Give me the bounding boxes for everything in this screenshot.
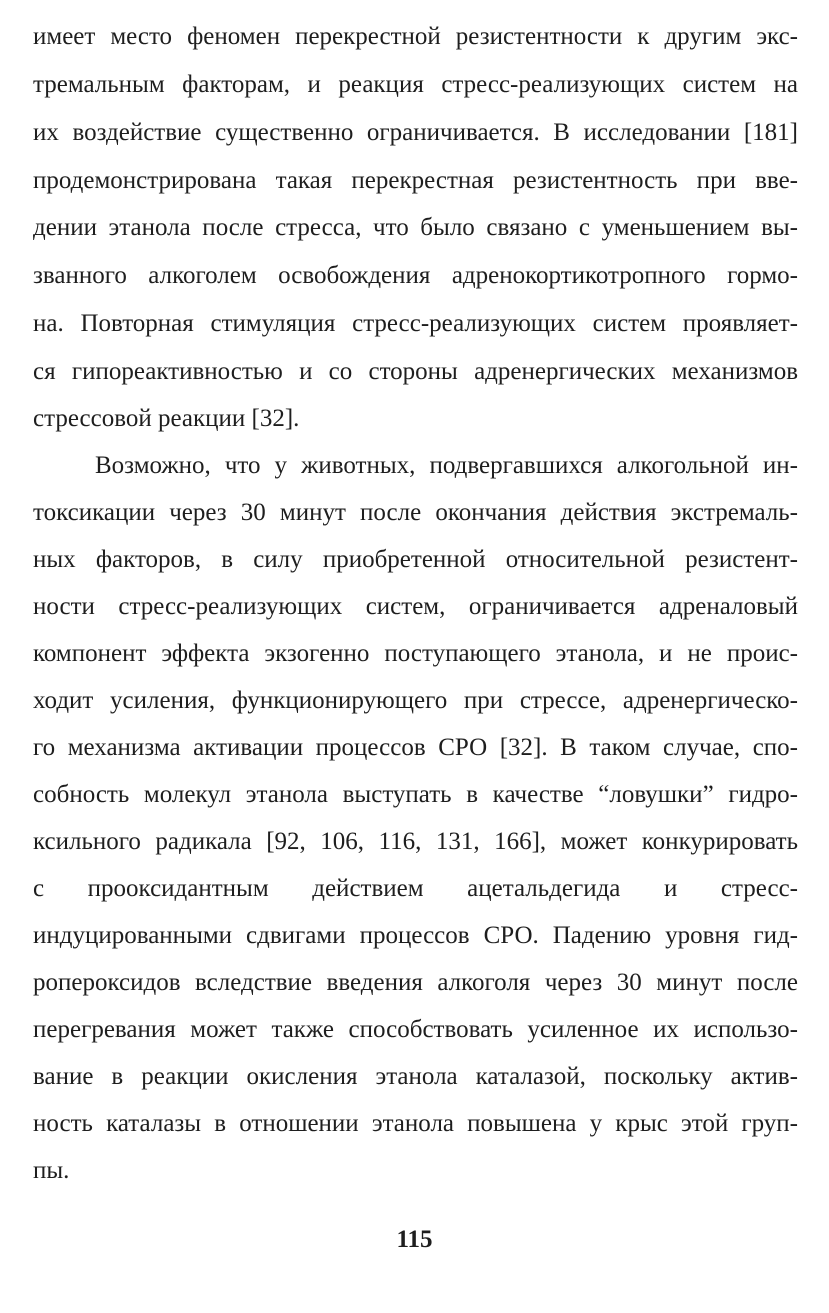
text-line: их воздействие существенно ограничивается. В исследовании [181] xyxy=(33,119,798,146)
text-line: с прооксидантным действием ацетальдегида и стресс- xyxy=(33,875,798,902)
text-line: ходит усиления, функционирующего при стрессе, адренергическо- xyxy=(33,687,798,714)
text-line: стрессовой реакции [32]. xyxy=(33,405,300,432)
text-line: ных факторов, в силу приобретенной относительной резистент- xyxy=(33,546,798,573)
paragraph-first-line: Возможно, что у животных, подвергавшихся алкогольной ин- xyxy=(95,452,798,479)
text-line: ность каталазы в отношении этанола повышена у крыс этой груп- xyxy=(33,1110,798,1137)
text-line: званного алкоголем освобождения адренокортикотропного гормо- xyxy=(33,262,798,289)
text-line: пы. xyxy=(33,1157,70,1184)
text-line: токсикации через 30 минут после окончания действия экстремаль- xyxy=(33,499,798,526)
text-line: собность молекул этанола выступать в качестве “ловушки” гидро- xyxy=(33,781,798,808)
text-line: компонент эффекта экзогенно поступающего этанола, и не проис- xyxy=(33,640,798,667)
text-line: перегревания может также способствовать усиленное их использо- xyxy=(33,1016,798,1043)
text-line: дении этанола после стресса, что было связано с уменьшением вы- xyxy=(33,214,798,241)
text-line: продемонстрирована такая перекрестная резистентность при вве- xyxy=(33,167,798,194)
text-line: индуцированными сдвигами процессов СРО. Падению уровня гид- xyxy=(33,922,798,949)
text-line: вание в реакции окисления этанола каталазой, поскольку актив- xyxy=(33,1063,798,1090)
text-line: ся гипореактивностью и со стороны адренергических механизмов xyxy=(33,358,798,385)
text-line: ности стресс-реализующих систем, ограничивается адреналовый xyxy=(33,593,798,620)
page-number: 115 xyxy=(396,1226,433,1253)
text-line: на. Повторная стимуляция стресс-реализующих систем проявляет- xyxy=(33,310,798,337)
text-line: ксильного радикала [92, 106, 116, 131, 166], может конкурировать xyxy=(33,828,798,855)
text-line: ропероксидов вследствие введения алкоголя через 30 минут после xyxy=(33,969,798,996)
text-line: го механизма активации процессов СРО [32]. В таком случае, спо- xyxy=(33,734,798,761)
text-line: тремальным факторам, и реакция стресс-реализующих систем на xyxy=(33,71,798,98)
text-line: имеет место феномен перекрестной резистентности к другим экс- xyxy=(33,23,798,50)
